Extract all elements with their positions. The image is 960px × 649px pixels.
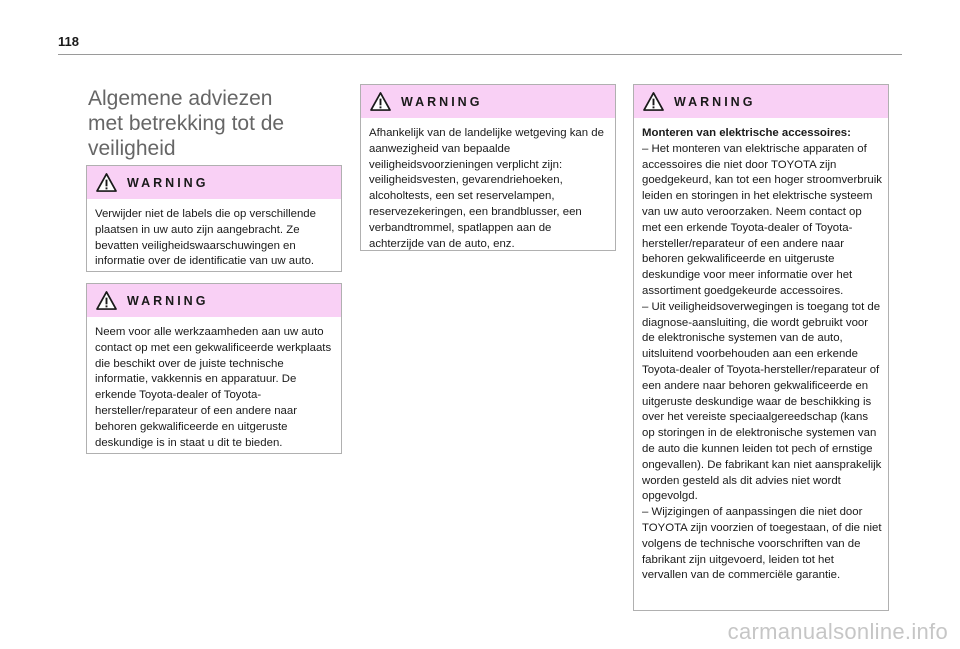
warning-header: [634, 85, 888, 118]
warning-body: [87, 199, 341, 270]
warning-header: [361, 85, 615, 118]
warning-triangle-icon: [370, 92, 391, 111]
warning-body: [87, 317, 341, 451]
warning-label: WARNING: [401, 94, 483, 109]
top-rule: [58, 54, 902, 55]
warning-box-electrical-accessories: [633, 84, 889, 611]
warning-text: Neem voor alle werkzaamheden aan uw auto contact op met een gekwalificeerde werkplaats die beschikt over de juiste technische informatie, vakkennis en apparatuur. De erkende Toyota-dealer of Toyota-hersteller/reparateur of een andere naar behoren gekwalificeerde en uitgeruste deskundige is in staat u dit te bieden.: [95, 326, 332, 449]
section-title: [88, 86, 338, 161]
warning-item: – Wijzigingen of aanpassingen die niet door TOYOTA zijn voorzien of toegestaan, of die niet volgens de technische voorschriften van de fabrikant zijn uitgevoerd, leiden tot het vervallen van de commerciële garantie.: [642, 506, 882, 582]
warning-box-workshop: [86, 283, 342, 454]
section-title-line-1: Algemene adviezen: [88, 87, 273, 110]
warning-item: – Uit veiligheidsoverwegingen is toegang tot de diagnose-aansluiting, die wordt gebruikt voor de elektronische systemen van de auto, uitsluitend voorbehouden aan een erkende Toyota-dealer of Toyota-hersteller/reparateur of een andere naar behoren gekwalificeerde en uitgeruste deskundige waar de beschikking is over het vereiste speciaalgereedschap (kans op storingen in de elektronische systemen van de auto die kunnen leiden tot pech of ernstige ongevallen). De fabrikant kan niet aansprakelijk worden gesteld als dit advies niet wordt opgevolgd.: [642, 300, 882, 503]
warning-header: [87, 166, 341, 199]
warning-triangle-icon: [96, 173, 117, 192]
warning-box-labels: [86, 165, 342, 272]
section-title-line-2: met betrekking tot de: [88, 112, 285, 135]
warning-label: WARNING: [674, 94, 756, 109]
warning-body: [361, 118, 615, 252]
warning-label: WARNING: [127, 293, 209, 308]
section-title-line-3: veiligheid: [88, 137, 176, 160]
warning-text: Verwijder niet de labels die op verschillende plaatsen in uw auto zijn aangebracht. Ze bevatten veiligheidswaarschuwingen en informatie over de identificatie van uw auto.: [95, 208, 316, 268]
warning-triangle-icon: [643, 92, 664, 111]
warning-heading: Monteren van elektrische accessoires:: [642, 127, 851, 139]
warning-body: [634, 118, 888, 584]
warning-header: [87, 284, 341, 317]
warning-text: Afhankelijk van de landelijke wetgeving kan de aanwezigheid van bepaalde veiligheidsvoorzieningen verplicht zijn: veiligheidsvesten, gevarendriehoeken, alcoholtests, een set reservelampen, reservezekeringen, een brandblusser, een verbandtrommel, spatlappen aan de achterzijde van de auto, enz.: [369, 127, 604, 250]
warning-triangle-icon: [96, 291, 117, 310]
warning-box-safety-equipment: [360, 84, 616, 251]
warning-label: WARNING: [127, 175, 209, 190]
warning-item: – Het monteren van elektrische apparaten of accessoires die niet door TOYOTA zijn goedgekeurd, kan tot een hoger stroomverbruik leiden en storingen in het elektrische systeem van uw auto veroorzaken. Neem contact op met een erkende Toyota-dealer of Toyota-hersteller/reparateur of een andere naar behoren gekwalificeerde en uitgeruste deskundige voor meer informatie over het assortiment goedgekeurde accessoires.: [642, 142, 882, 297]
watermark: carmanualsonline.info: [727, 619, 948, 644]
page-number: 118: [58, 34, 79, 49]
